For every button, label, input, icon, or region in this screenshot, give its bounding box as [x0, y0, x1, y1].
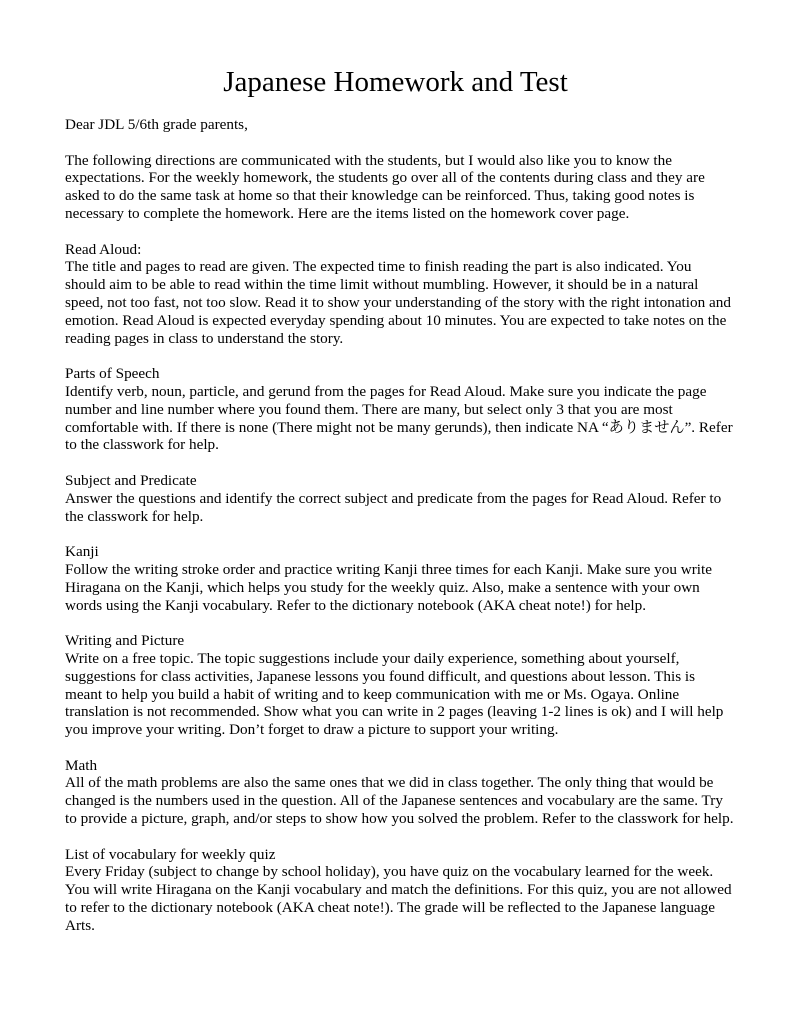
section-vocabulary-quiz [65, 846, 735, 935]
section-body: Answer the questions and identify the correct subject and predicate from the pages for Read Aloud. Refer to the classwork for help. [65, 489, 722, 525]
section-heading: Read Aloud: [65, 240, 142, 258]
intro-paragraph: The following directions are communicated with the students, but I would also like you to know the expectations. For the weekly homework, the students go over all of the contents during class and they are asked to do the same task at home so that their knowledge can be reinforced. Thus, taking good notes is necessary to complete the homework. Here are the items listed on the homework cover page. [65, 151, 705, 222]
section-heading: Parts of Speech [65, 365, 160, 383]
section-heading: Writing and Picture [65, 632, 185, 650]
section-parts-of-speech [65, 365, 735, 454]
section-subject-predicate [65, 472, 735, 525]
section-body: Follow the writing stroke order and practice writing Kanji three times for each Kanji. Make sure you write Hiragana on the Kanji, which helps you study for the weekly quiz. Also, make a sentence with your own words using the Kanji vocabulary. Refer to the dictionary notebook (AKA cheat note!) for help. [65, 560, 712, 614]
document-title: Japanese Homework and Test [223, 66, 568, 98]
section-body: The title and pages to read are given. The expected time to finish reading the part is also indicated. You should aim to be able to read within the time limit without mumbling. However, it should be in a natural speed, not too fast, not too slow. Read it to show your understanding of the story with the right intonation and emotion. Read Aloud is expected everyday spending about 10 minutes. You are expected to take notes on the reading pages in class to understand the story. [65, 258, 731, 347]
section-kanji [65, 543, 735, 614]
section-body: Write on a free topic. The topic suggestions include your daily experience, something about yourself, suggestions for class activities, Japanese lessons you found difficult, and questions about lesson. This is meant to help you build a habit of writing and to keep communication with me or Ms. Ogaya. Online translation is not recommended. Show what you can write in 2 pages (leaving 1-2 lines is ok) and I will help you improve your writing. Don’t forget to draw a picture to support your writing. [65, 649, 724, 739]
section-body: Every Friday (subject to change by school holiday), you have quiz on the vocabulary learned for the week. You will write Hiragana on the Kanji vocabulary and match the definitions. For this quiz, you are not allowed to refer to the dictionary notebook (AKA cheat note!). The grade will be reflected to the Japanese language Arts. [65, 863, 732, 934]
document-body [65, 116, 735, 952]
section-body: Identify verb, noun, particle, and gerund from the pages for Read Aloud. Make sure you indicate the page number and line number where you found them. There are many, but select only 3 that you are most comfortable with. If there is none (There might not be many gerunds), then indicate NA “ありません”. Refer to the classwork for help. [65, 382, 733, 454]
section-writing-picture [65, 632, 735, 739]
section-body: All of the math problems are also the same ones that we did in class together. The only thing that would be changed is the numbers used in the question. All of the Japanese sentences and vocabulary are the same. Try to provide a picture, graph, and/or steps to show how you solved the problem. Refer to the classwork for help. [65, 774, 734, 828]
section-read-aloud [65, 241, 735, 348]
salutation: Dear JDL 5/6th grade parents, [65, 116, 248, 133]
section-heading: Subject and Predicate [65, 471, 197, 489]
section-heading: Math [65, 756, 98, 774]
section-heading: Kanji [65, 543, 99, 561]
section-heading: List of vocabulary for weekly quiz [65, 845, 276, 863]
section-math [65, 757, 735, 828]
